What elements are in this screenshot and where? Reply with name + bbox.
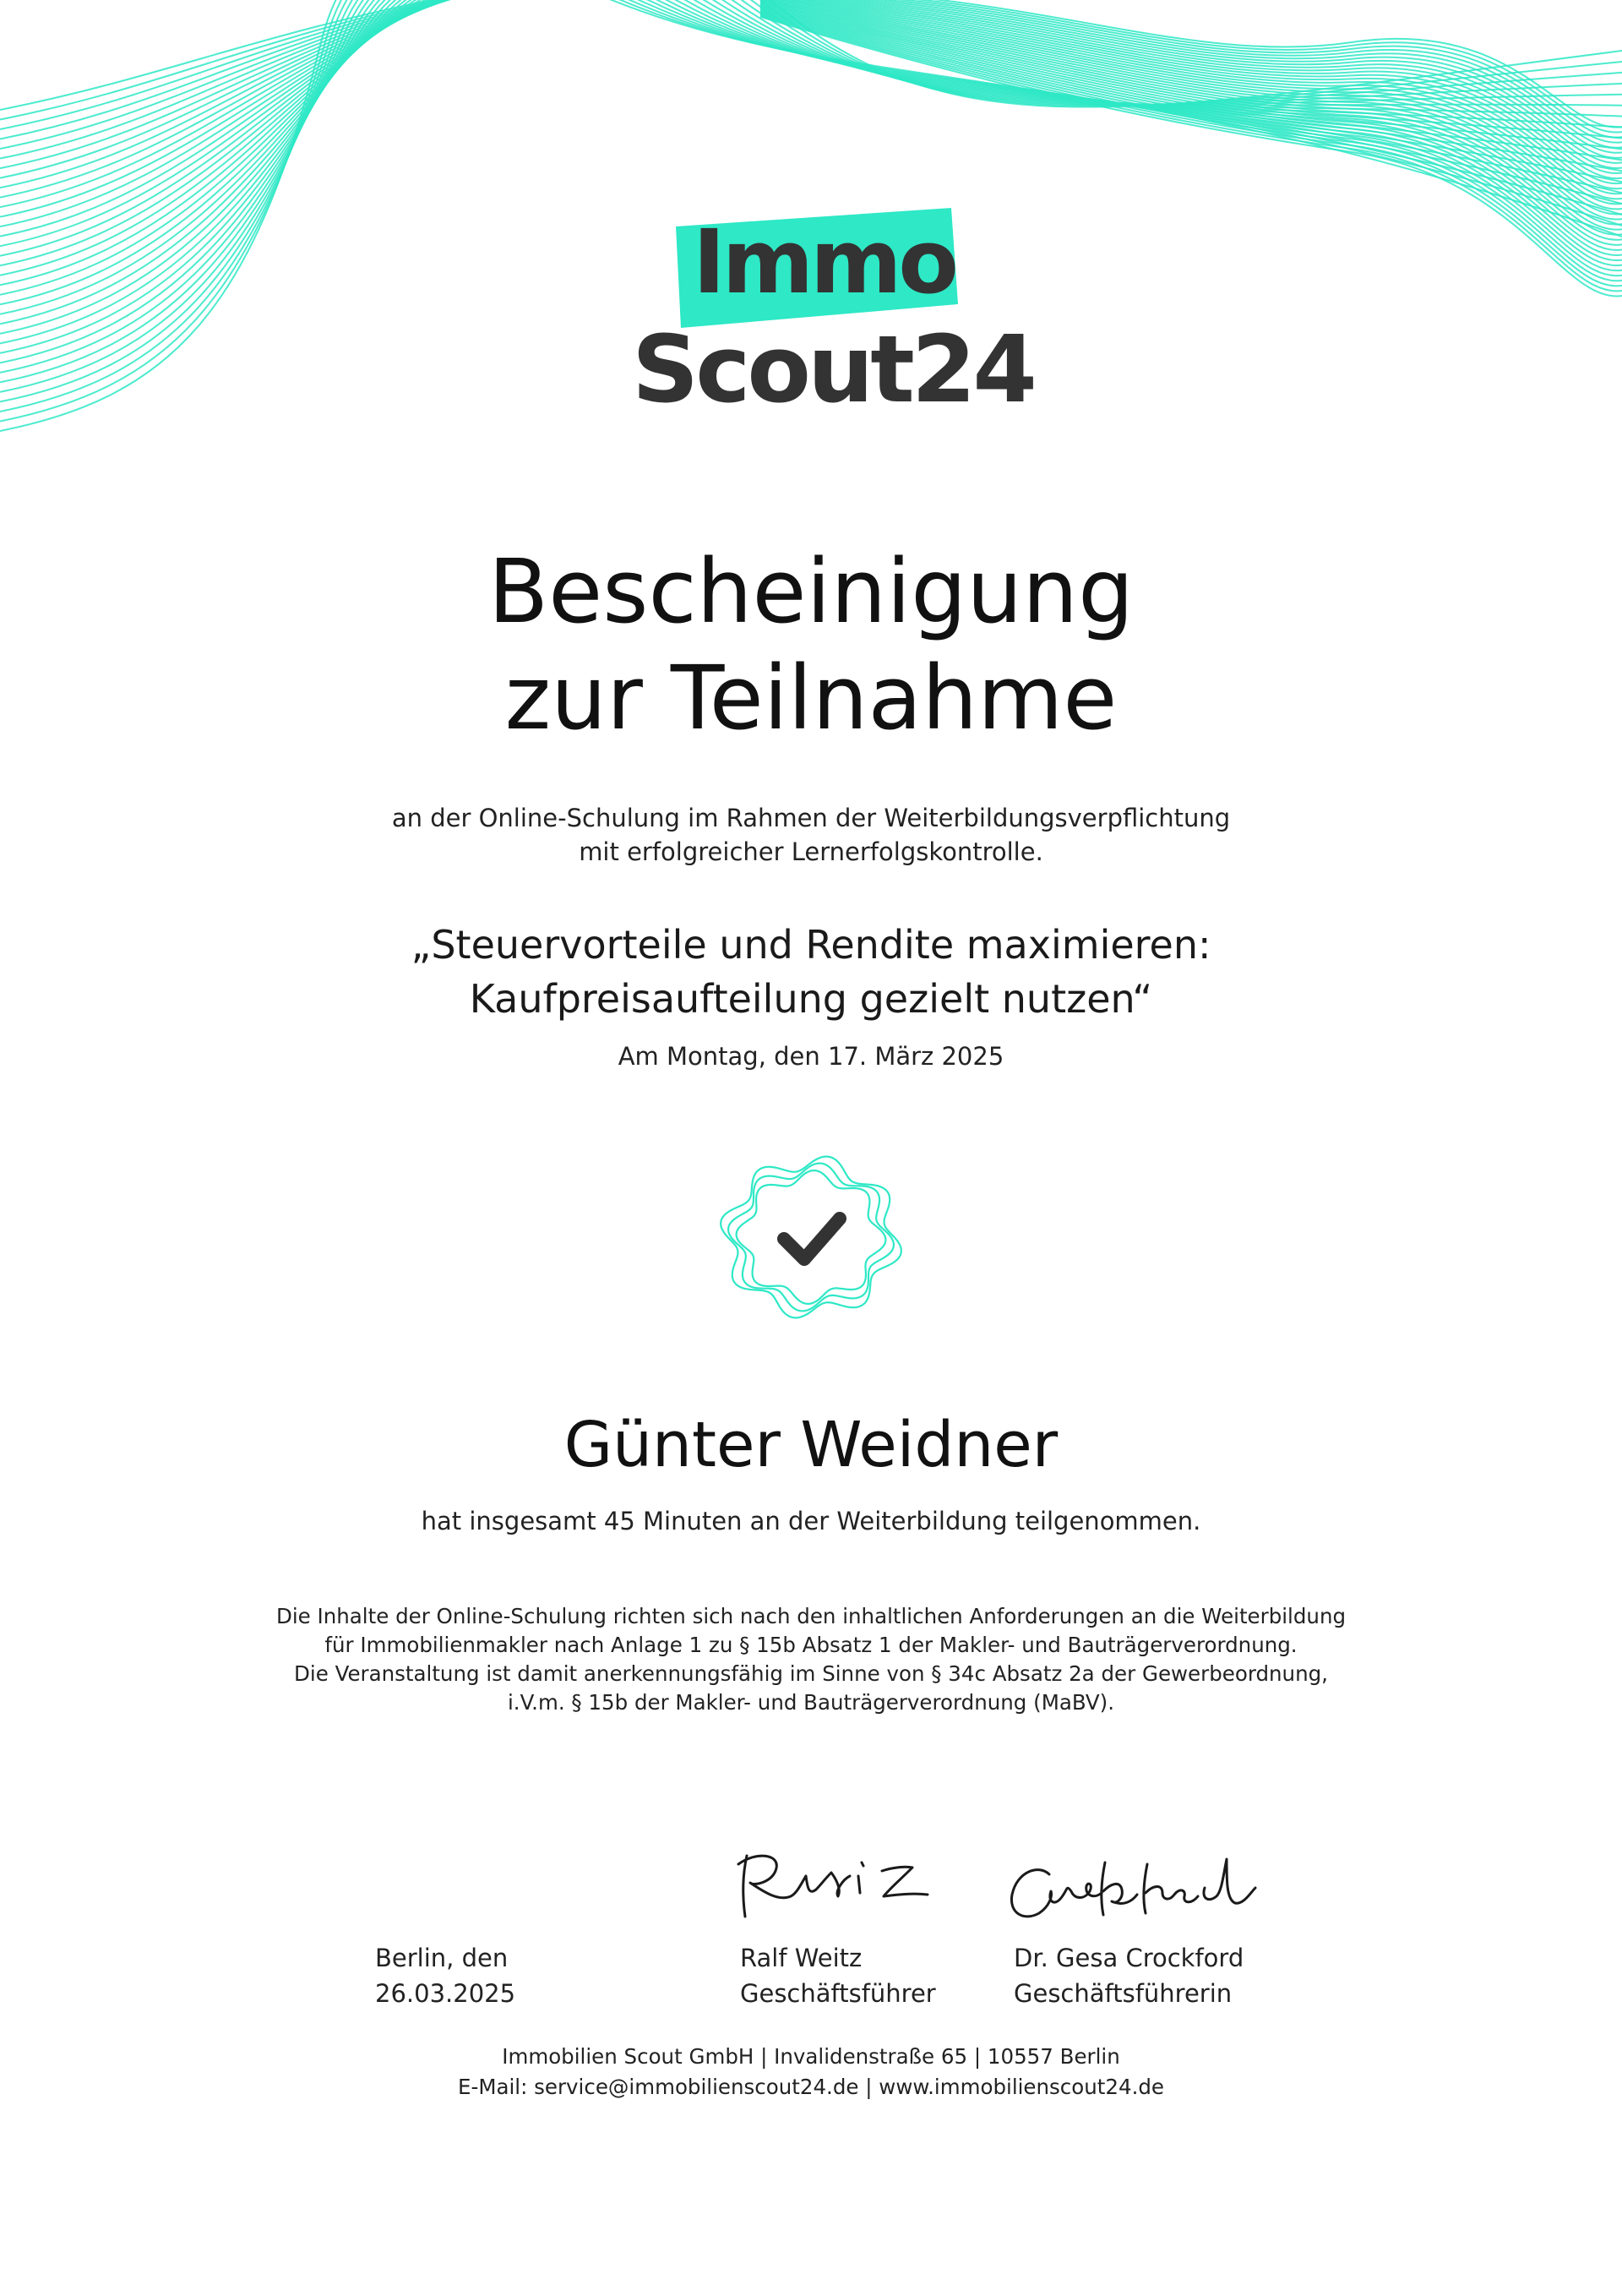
- logo-word-scout24: Scout24: [632, 315, 1034, 423]
- signatory-role: Geschäftsführerin: [1014, 1979, 1233, 2008]
- intro-line: mit erfolgreicher Lernerfolgskontrolle.: [579, 837, 1043, 866]
- signatory-block: [1014, 1940, 1244, 2011]
- legal-line: i.V.m. § 15b der Makler- und Bauträgerverordnung (MaBV).: [507, 1690, 1115, 1715]
- footer: [0, 2042, 1622, 2102]
- legal-line: Die Inhalte der Online-Schulung richten sich nach den inhaltlichen Anforderungen an die Weiterbildung: [275, 1604, 1347, 1628]
- footer-address: Immobilien Scout GmbH | Invalidenstraße 65 | 10557 Berlin: [502, 2044, 1120, 2069]
- course-title-line: Kaufpreisaufteilung gezielt nutzen“: [469, 976, 1153, 1022]
- course-title: [0, 918, 1622, 1026]
- intro-text: [0, 801, 1622, 869]
- intro-line: an der Online-Schulung im Rahmen der Weiterbildungsverpflichtung: [391, 804, 1231, 832]
- legal-notice: [0, 1602, 1622, 1717]
- footer-contact: E-Mail: service@immobilienscout24.de | www.immobilienscout24.de: [458, 2075, 1164, 2099]
- logo-word-immo: Immo: [693, 210, 955, 314]
- course-title-line: „Steuervorteile und Rendite maximieren:: [411, 922, 1211, 968]
- legal-line: für Immobilienmakler nach Anlage 1 zu § 15b Absatz 1 der Makler- und Bauträgerverordnung.: [324, 1633, 1298, 1657]
- signatory-name: Ralf Weitz: [740, 1944, 863, 1972]
- signature-gesa-crockford-icon: [1005, 1851, 1259, 1935]
- legal-line: Die Veranstaltung ist damit anerkennungsfähig im Sinne von § 34c Absatz 2a der Gewerbeordnung,: [294, 1661, 1328, 1686]
- signatory-block: [740, 1940, 936, 2011]
- participation-duration: hat insgesamt 45 Minuten an der Weiterbildung teilgenommen.: [421, 1507, 1201, 1535]
- signature-ralf-weitz-icon: [732, 1846, 934, 1922]
- certificate-title-line2: zur Teilnahme: [504, 646, 1118, 750]
- checkmark-seal-icon: [706, 1144, 916, 1330]
- signing-place: Berlin, den: [375, 1944, 509, 1972]
- signatory-name: Dr. Gesa Crockford: [1014, 1944, 1244, 1972]
- course-date: Am Montag, den 17. März 2025: [618, 1042, 1004, 1071]
- participant-name: Günter Weidner: [563, 1409, 1059, 1481]
- signatory-role: Geschäftsführer: [740, 1979, 936, 2008]
- immoscout24-logo: [625, 199, 1034, 423]
- signing-place-date: [375, 1940, 515, 2011]
- certificate-title-line1: Bescheinigung: [487, 540, 1135, 643]
- signing-date: 26.03.2025: [375, 1979, 516, 2008]
